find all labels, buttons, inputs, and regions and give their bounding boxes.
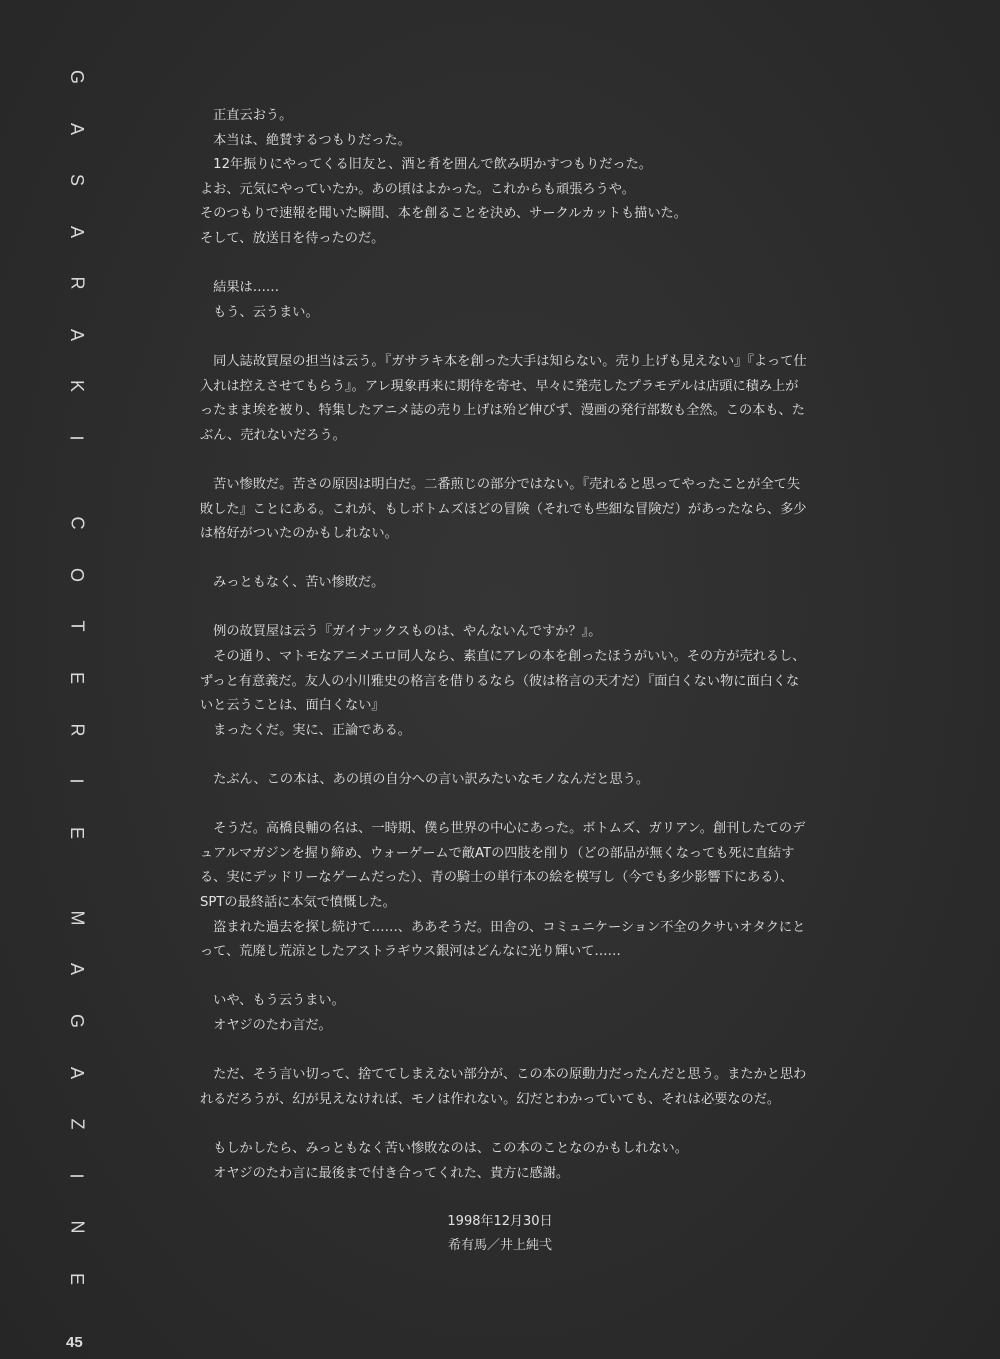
side-title-letter: Z [67, 1118, 87, 1130]
text-line: そうだ。高橋良輔の名は、一時期、僕ら世界の中心にあった。ボトムズ、ガリアン。創刊したてのデ [200, 821, 806, 837]
side-title-letter: S [66, 174, 87, 187]
text-line: ずっと有意義だ。友人の小川雅史の格言を借りるなら（彼は格言の天才だ）『面白くない物に面白くな [200, 673, 800, 689]
side-title-letter: R [67, 723, 87, 737]
paragraph [200, 276, 862, 325]
paragraph [200, 104, 862, 252]
text-line: たぶん、この本は、あの頃の自分への言い訳みたいなモノなんだと思う。 [200, 772, 650, 788]
signature-date: 1998年12月30日 [447, 1214, 553, 1229]
text-line: ただ、そう言い切って、捨ててしまえない部分が、この本の原動力だったんだと思う。またかと思わ [200, 1067, 807, 1083]
side-title-letter: A [66, 225, 87, 238]
text-line: 敗した』ことにある。これが、もしボトムズほどの冒険（それでも些細な冒険だ）があったなら、多少 [200, 501, 807, 517]
text-line: ったまま埃を被り、特集したアニメ誌の売り上げは殆ど伸びず、漫画の発行部数も全然。この本も、た [200, 403, 805, 419]
text-line: って、荒廃し荒涼としたアストラギウス銀河はどんなに光り輝いて…… [200, 944, 621, 960]
text-line: もう、云うまい。 [200, 304, 319, 320]
text-line: いと云うことは、面白くない』 [200, 698, 385, 714]
paragraph [200, 620, 862, 743]
signature-block [0, 1210, 1000, 1258]
paragraph [200, 1063, 862, 1112]
paragraph [200, 989, 862, 1038]
side-title-letter: E [66, 826, 87, 839]
text-line: 正直云おう。 [200, 108, 293, 123]
side-title-letter: O [66, 567, 87, 582]
paragraph [200, 350, 862, 448]
side-title-letter: I [66, 1173, 87, 1179]
text-line: 入れは控えさせてもらう』。アレ現象再来に期待を寄せ、早々に発売したプラモデルは店頭に積み上が [200, 378, 799, 394]
text-line: そのつもりで速報を聞いた瞬間、本を創ることを決め、サークルカットも描いた。 [200, 206, 687, 222]
side-title-letter: N [67, 1220, 87, 1234]
side-title-letter: A [66, 1066, 87, 1079]
paragraph [200, 768, 862, 793]
signature-author: 希有馬／井上純弌 [447, 1238, 552, 1253]
text-line: ぶん、売れないだろう。 [200, 427, 346, 443]
side-title-letter: E [66, 671, 87, 684]
side-title-letter: I [66, 435, 87, 441]
page-number: 45 [66, 1334, 83, 1351]
text-line: そして、放送日を待ったのだ。 [200, 230, 385, 246]
text-line: 苦い惨敗だ。苦さの原因は明白だ。二番煎じの部分ではない。『売れると思ってやったことが全て失 [200, 476, 801, 492]
paragraph [200, 1137, 862, 1186]
paragraph [200, 473, 862, 547]
text-line: る、実にデッドリーなゲームだった）、青の騎士の単行本の絵を模写し（今でも多少影響下にある）、 [200, 870, 794, 886]
text-line: オヤジのたわ言だ。 [200, 1017, 332, 1033]
paragraph [200, 817, 862, 965]
side-title-letter: E [66, 1272, 87, 1285]
text-line: れるだろうが、幻が見えなければ、モノは作れない。幻だとわかっていても、それは必要なのだ。 [200, 1091, 781, 1107]
text-line: その通り、マトモなアニメエロ同人なら、素直にアレの本を創ったほうがいい。その方が売れるし、 [200, 649, 806, 665]
text-line: 盗まれた過去を探し続けて……、ああそうだ。田舎の、コミュニケーション不全のクサいオタクにと [200, 919, 806, 935]
text-line: もしかしたら、みっともなく苦い惨敗なのは、この本のことなのかもしれない。 [200, 1140, 688, 1156]
text-line: ュアルマガジンを握り締め、ウォーゲームで敵ATの四肢を削り（どの部品が無くなっても死に直結す [200, 845, 795, 861]
text-line: 結果は…… [200, 280, 280, 296]
text-line: オヤジのたわ言に最後まで付き合ってくれた、貴方に感謝。 [200, 1165, 570, 1181]
vertical-magazine-title [62, 68, 92, 1288]
text-line: よお、元気にやっていたか。あの頃はよかった。これからも頑張ろうや。 [200, 181, 635, 197]
paragraph [200, 571, 862, 596]
text-line: みっともなく、苦い惨敗だ。 [200, 575, 385, 591]
text-line: まったくだ。実に、正論である。 [200, 722, 411, 738]
side-title-letter: I [66, 778, 87, 784]
side-title-letter: K [66, 380, 87, 393]
side-title-letter: R [67, 276, 87, 290]
text-line: 12年振りにやってくる旧友と、酒と肴を囲んで飲み明かすつもりだった。 [200, 157, 652, 173]
side-title-letter: A [66, 122, 87, 135]
essay-body [200, 104, 862, 1186]
side-title-letter: G [66, 69, 87, 85]
side-title-letter: C [67, 516, 87, 530]
side-title-letter: T [67, 620, 87, 632]
text-line: いや、もう云うまい。 [200, 993, 345, 1009]
side-title-letter: A [66, 963, 87, 976]
text-line: 例の故買屋は云う『ガイナックスものは、やんないんですか？』。 [200, 624, 602, 640]
text-line: 本当は、絶賛するつもりだった。 [200, 132, 411, 148]
side-title-letter: M [67, 910, 87, 926]
text-line: SPTの最終話に本気で憤慨した。 [200, 895, 396, 910]
side-title-letter: A [66, 328, 87, 341]
text-line: 同人誌故買屋の担当は云う。『ガサラキ本を創った大手は知らない。売り上げも見えない』『よって仕 [200, 353, 807, 369]
side-title-letter: G [66, 1013, 87, 1028]
text-line: は格好がついたのかもしれない。 [200, 526, 398, 542]
